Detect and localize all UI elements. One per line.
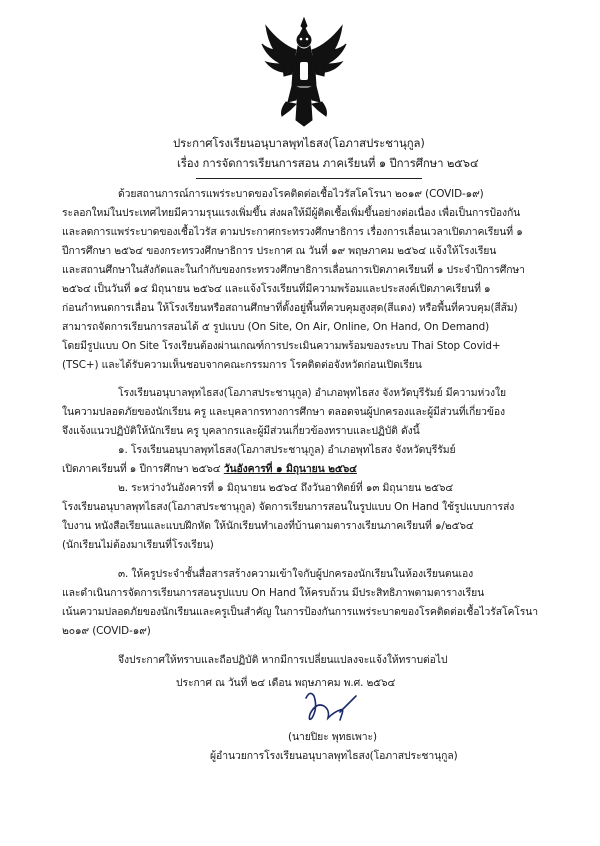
para1-line: และลดการแพร่ระบาดของเชื้อไวรัส ตามประกาศกระทรวงศึกษาธิการ เรื่องการเลื่อนเวลาเปิดภาคเรียนที่ ๑ bbox=[62, 226, 523, 238]
signature-icon bbox=[300, 688, 362, 726]
item3-line: ๓. ให้ครูประจำชั้นสื่อสารสร้างความเข้าใจกับผู้ปกครองนักเรียนในห้องเรียนตนเอง bbox=[118, 568, 474, 580]
para1-line: สามารถจัดการเรียนการสอนได้ ๕ รูปแบบ (On Site, On Air, Online, On Hand, On Demand) bbox=[62, 321, 490, 333]
announcement-subject: เรื่อง การจัดการเรียนการสอน ภาคเรียนที่ ๑ ปีการศึกษา ๒๕๖๔ bbox=[177, 156, 479, 170]
item1-date-line bbox=[62, 462, 357, 476]
para1-line: และสถานศึกษาในสังกัดและในกำกับของกระทรวงศึกษาธิการเลื่อนการเปิดภาคเรียนที่ ๑ ประจำปีการศึกษา bbox=[62, 264, 525, 276]
para2-line: จึงแจ้งแนวปฏิบัติให้นักเรียน ครู บุคลากรและผู้มีส่วนเกี่ยวข้องทราบและปฏิบัติ ดังนี้ bbox=[62, 425, 420, 437]
item2-line: (นักเรียนไม่ต้องมาเรียนที่โรงเรียน) bbox=[62, 539, 214, 551]
item3-line: เน้นความปลอดภัยของนักเรียนและครูเป็นสำคัญ ในการป้องกันการแพร่ระบาดของโรคติดต่อเชื้อไวรัสโคโรนา bbox=[62, 606, 538, 618]
signer-name: (นายปิยะ พุทธเพาะ) bbox=[288, 731, 377, 743]
item1-prefix: เปิดภาคเรียนที่ ๑ ปีการศึกษา ๒๕๖๔ bbox=[62, 463, 224, 475]
announcement-date: ประกาศ ณ วันที่ ๒๔ เดือน พฤษภาคม พ.ศ. ๒๕๖๔ bbox=[176, 677, 396, 689]
closing-statement: จึงประกาศให้ทราบและถือปฏิบัติ หากมีการเปลี่ยนแปลงจะแจ้งให้ทราบต่อไป bbox=[118, 654, 448, 666]
para1-line: ปีการศึกษา ๒๕๖๔ ของกระทรวงศึกษาธิการ ประกาศ ณ วันที่ ๑๙ พฤษภาคม ๒๕๖๔ แจ้งให้โรงเรียน bbox=[62, 245, 497, 257]
opening-date-highlight: วันอังคารที่ ๑ มิถุนายน ๒๕๖๔ bbox=[223, 463, 357, 475]
para1-line: (TSC+) และได้รับความเห็นชอบจากคณะกรรมการ โรคติดต่อจังหวัดก่อนเปิดเรียน bbox=[62, 359, 422, 371]
item2-line: โรงเรียนอนุบาลพุทไธสง(โอภาสประชานุกูล) จัดการเรียนการสอนในรูปแบบ On Hand ใช้รูปแบบการส่ง bbox=[62, 501, 515, 513]
para1-line: ระลอกใหม่ในประเทศไทยมีความรุนแรงเพิ่มขึ้น ส่งผลให้มีผู้ติดเชื้อเพิ่มขึ้นอย่างต่อเนื่อง เพื่อเป็นการป้องกัน bbox=[62, 207, 521, 219]
para1-line: ด้วยสถานการณ์การแพร่ระบาดของโรคติดต่อเชื้อไวรัสโคโรนา ๒๐๑๙ (COVID-๑๙) bbox=[118, 188, 484, 200]
para1-line: ๒๕๖๔ เป็นวันที่ ๑๔ มิถุนายน ๒๕๖๔ และแจ้งโรงเรียนที่มีความพร้อมและประสงค์เปิดภาคเรียนที่ ๑ bbox=[62, 283, 491, 295]
item1-line: ๑. โรงเรียนอนุบาลพุทไธสง(โอภาสประชานุกูล) อำเภอพุทไธสง จังหวัดบุรีรัมย์ bbox=[118, 444, 456, 456]
para1-line: โดยมีรูปแบบ On Site โรงเรียนต้องผ่านเกณฑ์การประเมินความพร้อมของระบบ Thai Stop Covid+ bbox=[62, 340, 501, 352]
garuda-emblem-icon bbox=[260, 16, 348, 128]
item2-line: ใบงาน หนังสือเรียนและแบบฝึกหัด ให้นักเรียนทำเองที่บ้านตามตารางเรียนภาคเรียนที่ ๑/๒๕๖๔ bbox=[62, 520, 474, 532]
announcement-title: ประกาศโรงเรียนอนุบาลพุทไธสง(โอภาสประชานุกูล) bbox=[173, 136, 425, 150]
item3-line: และดำเนินการจัดการเรียนการสอนรูปแบบ On Hand ให้ครบถ้วน มีประสิทธิภาพตามตารางเรียน bbox=[62, 587, 485, 599]
para2-line: โรงเรียนอนุบาลพุทไธสง(โอภาสประชานุกูล) อำเภอพุทไธสง จังหวัดบุรีรัมย์ มีความห่วงใย bbox=[118, 387, 506, 399]
item3-line: ๒๐๑๙ (COVID-๑๙) bbox=[62, 625, 151, 637]
header-divider bbox=[196, 178, 422, 179]
signer-title: ผู้อำนวยการโรงเรียนอนุบาลพุทไธสง(โอภาสประชานุกูล) bbox=[210, 750, 458, 762]
para1-line: ก่อนกำหนดการเลื่อน ให้โรงเรียนหรือสถานศึกษาที่ตั้งอยู่พื้นที่ควบคุมสูงสุด(สีแดง) หรือพื้นที่ควบคุม(สีส้ม) bbox=[62, 302, 518, 314]
item2-line: ๒. ระหว่างวันอังคารที่ ๑ มิถุนายน ๒๕๖๔ ถึงวันอาทิตย์ที่ ๑๓ มิถุนายน ๒๕๖๔ bbox=[118, 482, 454, 494]
para2-line: ในความปลอดภัยของนักเรียน ครู และบุคลากรทางการศึกษา ตลอดจนผู้ปกครองและผู้มีส่วนที่เกี่ยวข้อง bbox=[62, 406, 506, 418]
